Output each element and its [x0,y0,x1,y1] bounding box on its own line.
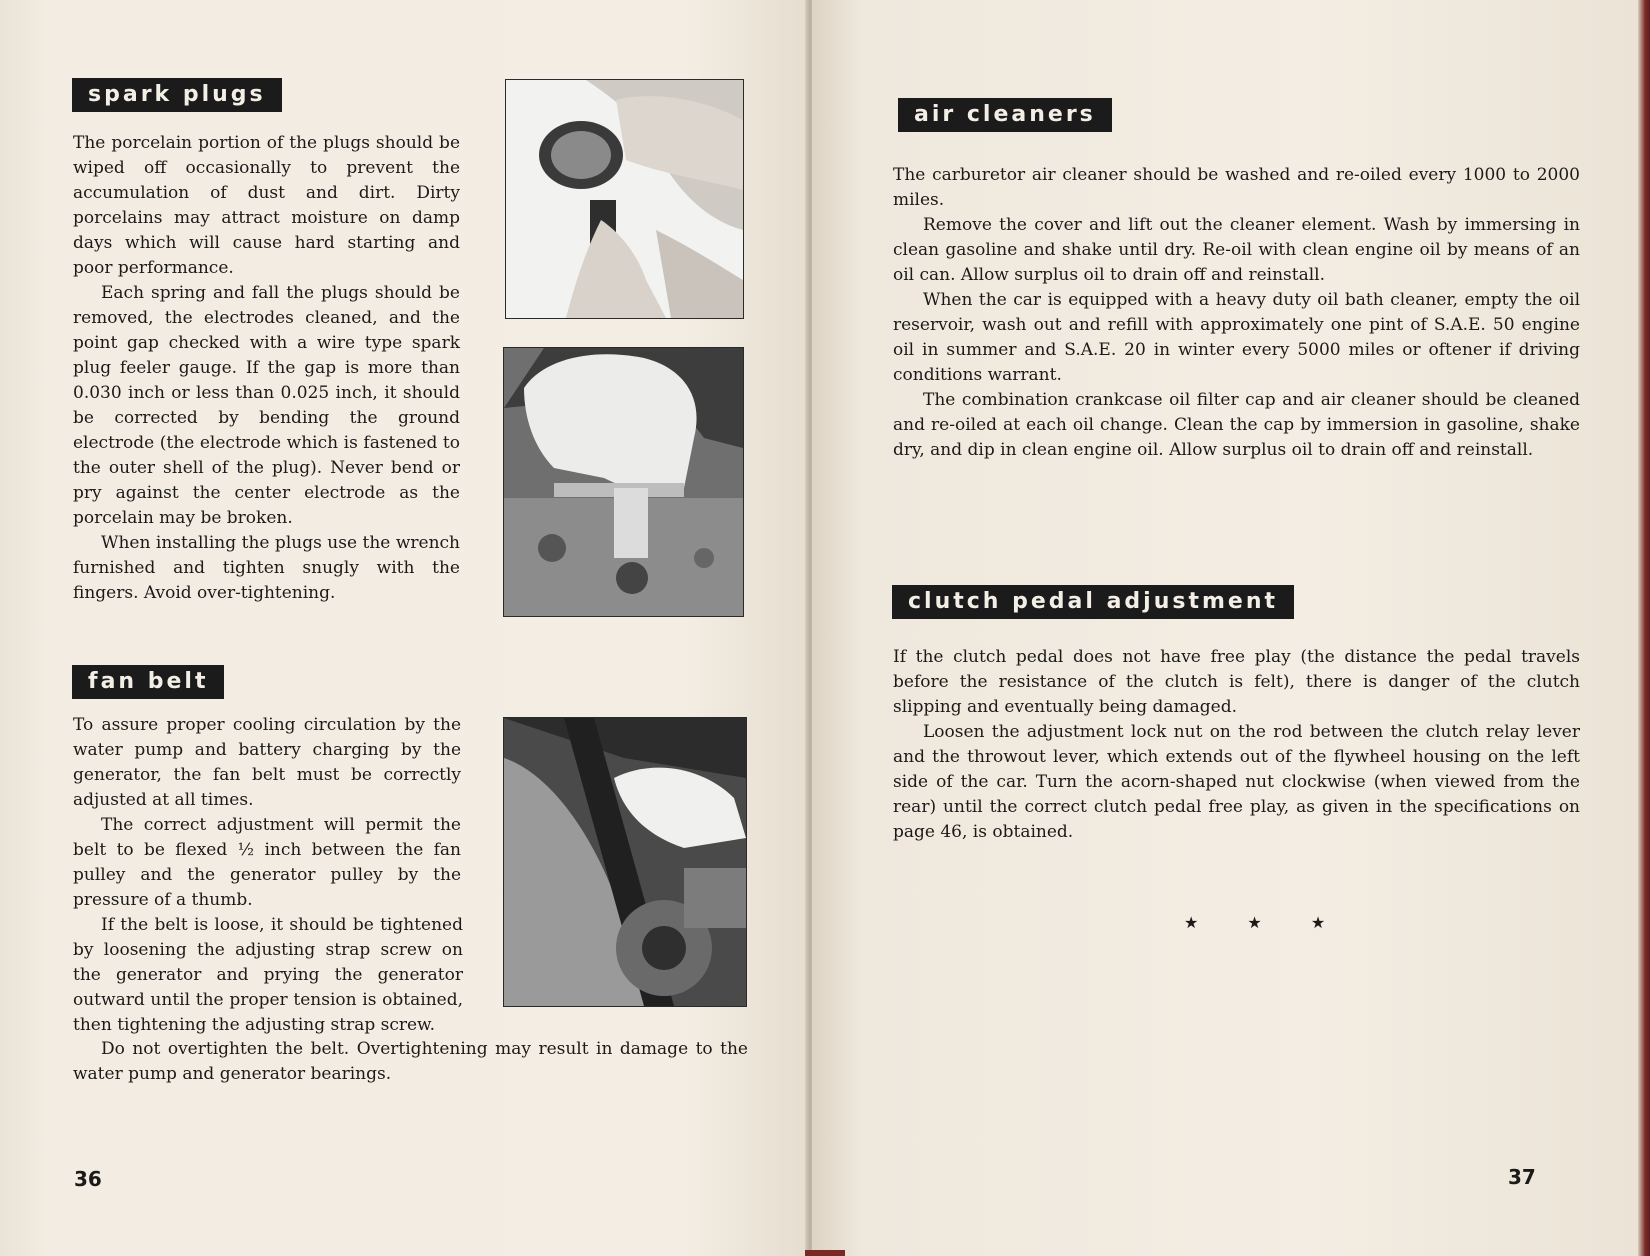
spark-plugs-heading: spark plugs [72,78,282,112]
paragraph: The combination crankcase oil filter cap and air cleaner should be cleaned and re-oiled at each oil change. Clean the cap by immersion in gasoline, shake dry, and dip in clean engine oil. Allow surplus oil to drain off and reinstall. [893,390,1580,460]
right-page [812,0,1638,1256]
paragraph: Loosen the adjustment lock nut on the rod between the clutch relay lever and the throwout lever, which extends out of the flywheel housing on the left side of the car. Turn the acorn-shaped nut clockwise (when viewed from the rear) until the correct clutch pedal free play, as given in the specifications on page 46, is obtained. [893,722,1580,842]
paragraph: When installing the plugs use the wrench furnished and tighten snugly with the fingers. Avoid over-tightening. [73,533,460,603]
page-number-left: 36 [74,1167,102,1191]
ornament-stars: ★ ★ ★ [1184,913,1348,932]
fan-belt-heading: fan belt [72,665,224,699]
paragraph: When the car is equipped with a heavy duty oil bath cleaner, empty the oil reservoir, wash out and refill with approximately one pint of S.A.E. 50 engine oil in summer and S.A.E. 20 in winter every 5000 miles or oftener if driving conditions warrant. [893,290,1580,385]
paragraph: The porcelain portion of the plugs should be wiped off occasionally to prevent the accumulation of dust and dirt. Dirty porcelains may attract moisture on damp days which will cause hard starting and poor performance. [73,133,460,278]
binding-edge [805,1250,845,1256]
paragraph: Do not overtighten the belt. Overtightening may result in damage to the water pump and generator bearings. [73,1039,748,1084]
left-page [0,0,808,1256]
paragraph: If the clutch pedal does not have free play (the distance the pedal travels before the resistance of the clutch is felt), there is danger of the clutch slipping and eventually being damaged. [893,647,1580,717]
clutch-body [893,645,1580,845]
book-edge [1638,0,1650,1256]
spark-plug-wrench-photo [503,347,744,617]
air-cleaners-body [893,163,1580,463]
spark-plug-gauge-photo [505,79,744,319]
fan-belt-body-wrapped [73,713,461,913]
clutch-heading: clutch pedal adjustment [892,585,1294,619]
paragraph: Remove the cover and lift out the cleaner element. Wash by immersing in clean gasoline and shake until dry. Re-oil with clean engine oil by means of an oil can. Allow surplus oil to drain off and reinstall. [893,215,1580,285]
paragraph: Each spring and fall the plugs should be removed, the electrodes cleaned, and the point gap checked with a wire type spark plug feeler gauge. If the gap is more than 0.030 inch or less than 0.025 inch, it should be corrected by bending the ground electrode (the electrode which is fastened to the outer shell of the plug). Never bend or pry against the center electrode as the porcelain may be broken. [73,283,460,528]
air-cleaners-heading: air cleaners [898,98,1112,132]
fan-belt-body-continued [73,913,463,1038]
fan-belt-photo [503,717,747,1007]
spark-plugs-body [73,131,460,606]
paragraph: To assure proper cooling circulation by the water pump and battery charging by the generator, the fan belt must be correctly adjusted at all times. [73,715,461,810]
paragraph: The carburetor air cleaner should be washed and re-oiled every 1000 to 2000 miles. [893,165,1580,210]
page-number-right: 37 [1508,1165,1536,1189]
paragraph: The correct adjustment will permit the belt to be flexed ½ inch between the fan pulley and the generator pulley by the pressure of a thumb. [73,815,461,910]
fan-belt-body-full [73,1037,748,1087]
paragraph: If the belt is loose, it should be tightened by loosening the adjusting strap screw on the generator and prying the generator outward until the proper tension is obtained, then tightening the adjusting strap screw. [73,915,463,1035]
